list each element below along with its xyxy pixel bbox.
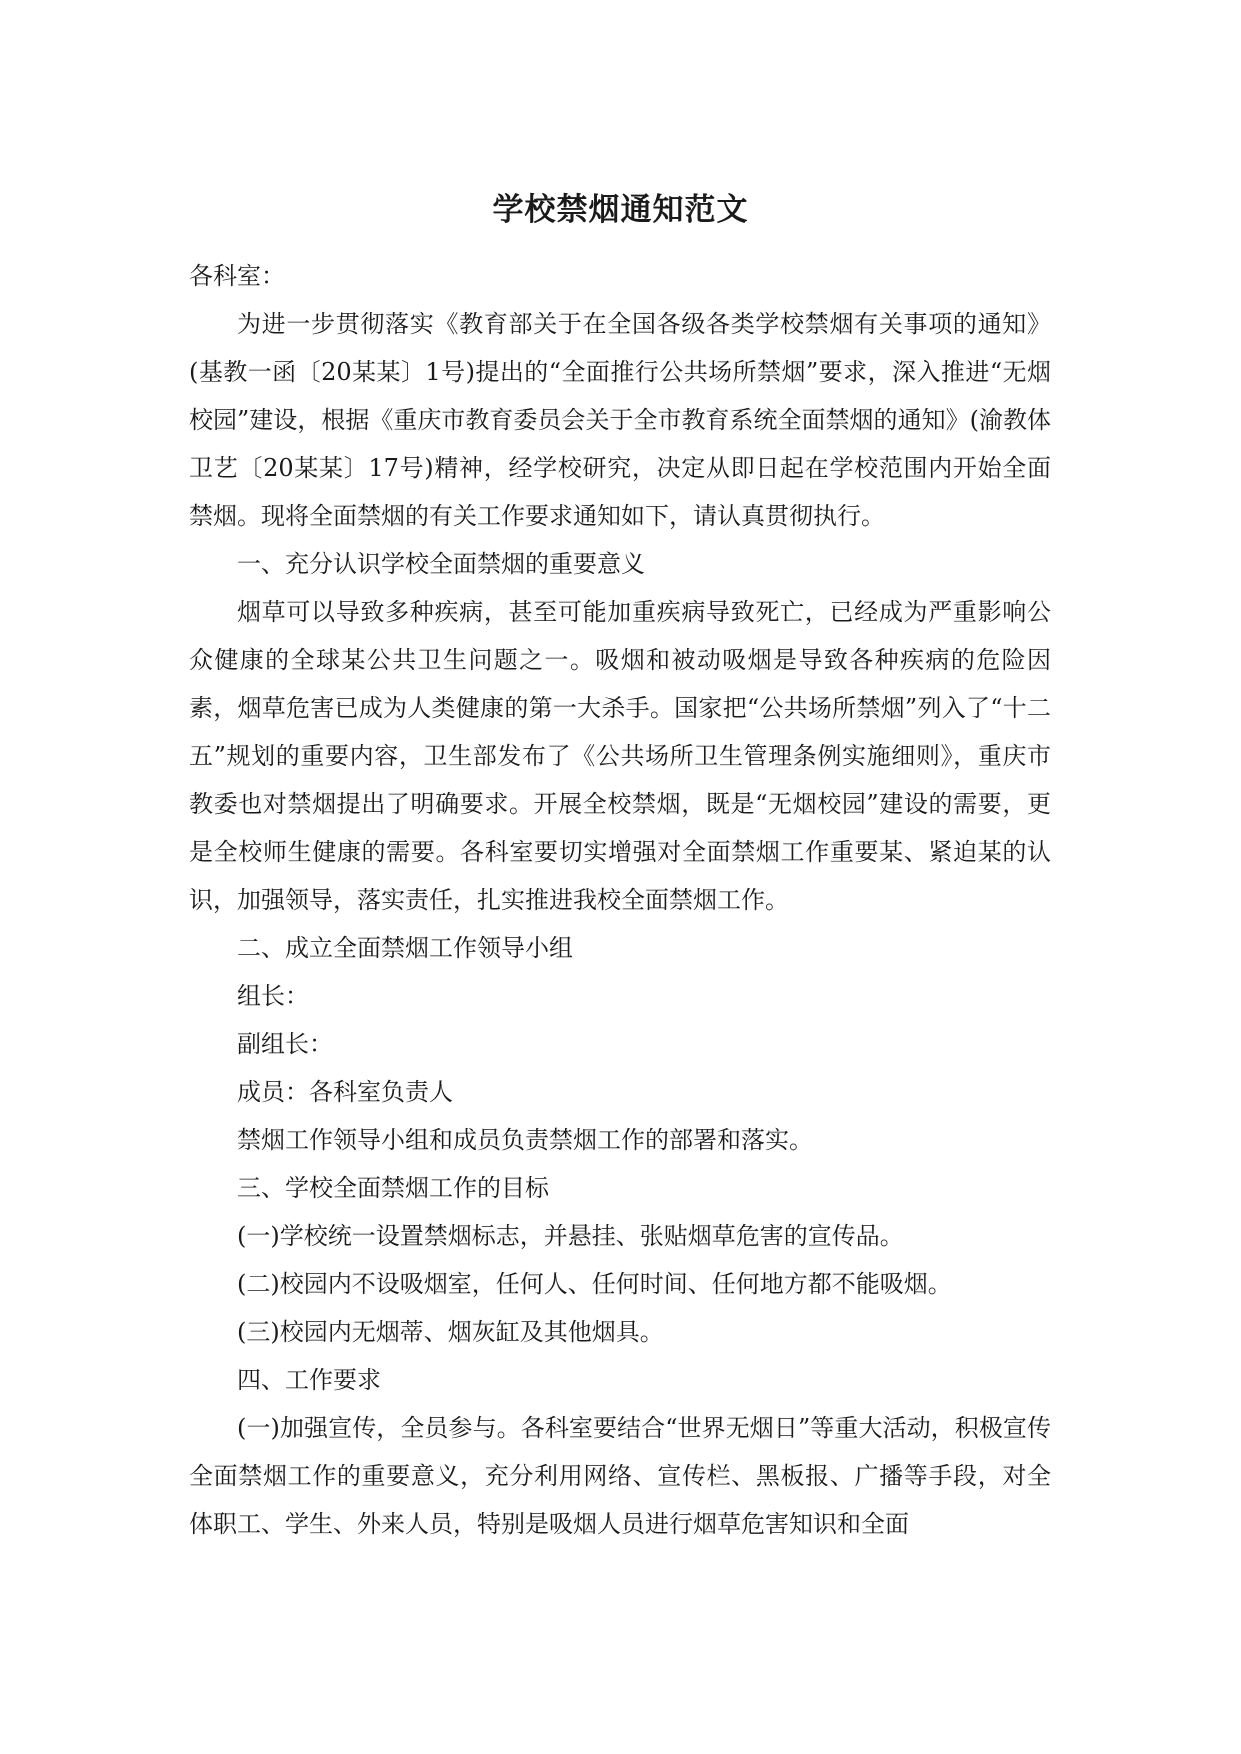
- section-heading-2: 二、成立全面禁烟工作领导小组: [237, 934, 573, 962]
- goal-item-2: (二)校园内不设吸烟室，任何人、任何时间、任何地方都不能吸烟。: [237, 1270, 952, 1298]
- section-heading-4: 四、工作要求: [237, 1366, 381, 1394]
- document-title: 学校禁烟通知范文: [492, 192, 749, 228]
- section-heading-3: 三、学校全面禁烟工作的目标: [237, 1174, 549, 1202]
- salutation: 各科室：: [189, 262, 285, 290]
- team-duty-line: 禁烟工作领导小组和成员负责禁烟工作的部署和落实。: [237, 1126, 813, 1154]
- team-leader-line: 组长：: [237, 982, 309, 1010]
- goal-item-3: (三)校园内无烟蒂、烟灰缸及其他烟具。: [237, 1318, 664, 1346]
- section-heading-1: 一、充分认识学校全面禁烟的重要意义: [237, 550, 645, 578]
- section-1-paragraph: 烟草可以导致多种疾病，甚至可能加重疾病导致死亡，已经成为严重影响公众健康的全球某公共卫生问题之一。吸烟和被动吸烟是导致各种疾病的危险因素，烟草危害已成为人类健康的第一大杀手。国家把“公共场所禁烟”列入了“十二五”规划的重要内容，卫生部发布了《公共场所卫生管理条例实施细则》，重庆市教委也对禁烟提出了明确要求。开展全校禁烟，既是“无烟校园”建设的需要，更是全校师生健康的需要。各科室要切实增强对全面禁烟工作重要某、紧迫某的认识，加强领导，落实责任，扎实推进我校全面禁烟工作。: [189, 598, 1051, 914]
- goal-item-1: (一)学校统一设置禁烟标志，并悬挂、张贴烟草危害的宣传品。: [237, 1222, 904, 1250]
- requirement-paragraph-1: (一)加强宣传，全员参与。各科室要结合“世界无烟日”等重大活动，积极宣传全面禁烟工作的重要意义，充分利用网络、宣传栏、黑板报、广播等手段，对全体职工、学生、外来人员，特别是吸烟人员进行烟草危害知识和全面: [189, 1414, 1051, 1538]
- intro-paragraph: 为进一步贯彻落实《教育部关于在全国各级各类学校禁烟有关事项的通知》(基教一函〔20某某〕1号)提出的“全面推行公共场所禁烟”要求，深入推进“无烟校园”建设，根据《重庆市教育委员会关于全市教育系统全面禁烟的通知》(渝教体卫艺〔20某某〕17号)精神，经学校研究，决定从即日起在学校范围内开始全面禁烟。现将全面禁烟的有关工作要求通知如下，请认真贯彻执行。: [189, 310, 1051, 530]
- team-members-line: 成员：各科室负责人: [237, 1078, 453, 1106]
- document-body: [189, 252, 1051, 1548]
- team-deputy-line: 副组长：: [237, 1030, 333, 1058]
